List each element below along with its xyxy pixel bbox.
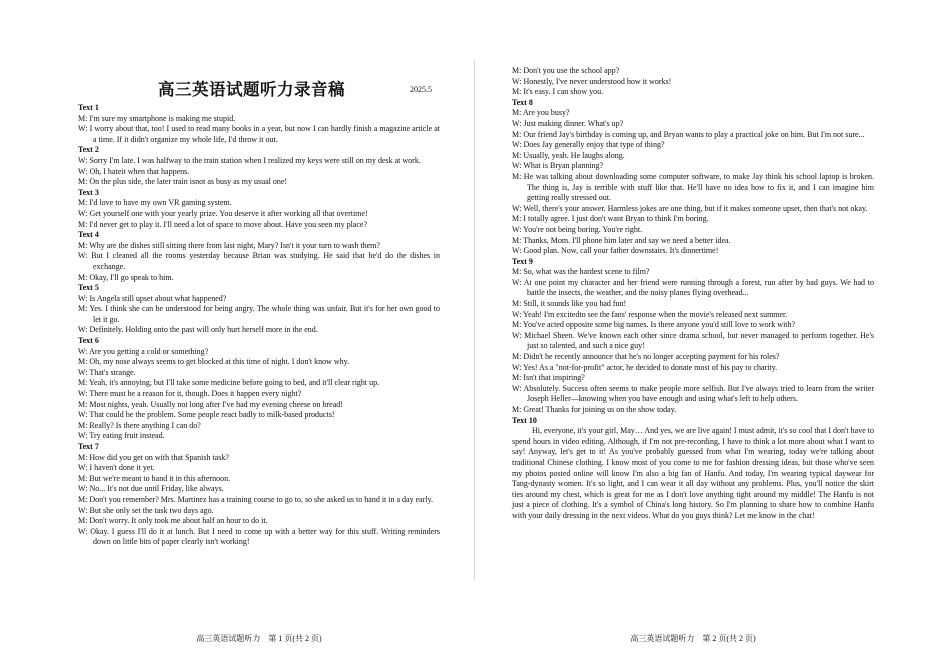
dialogue-line: M: I'd never get to play it. I'll need a lot of space to move about. Have you seen my place? [78, 219, 368, 229]
dialogue-line: M: Why are the dishes still sitting there from last night, Mary? Isn't it your turn to wash them? [78, 240, 380, 250]
dialogue-line: M: Don't you remember? Mrs. Martinez has a training course to go to, so she asked us to hand it in a day early. [78, 494, 434, 504]
page-2 [512, 0, 874, 663]
dialogue-line: M: Don't you use the school app? [512, 66, 620, 75]
dialogue-line: W: Yeah! I'm excitedto see the fans' response when the movie's released next summer. [512, 309, 788, 319]
dialogue-line: W: That's strange. [78, 367, 136, 377]
title-row [78, 76, 440, 100]
dialogue-line: W: But I cleaned all the rooms yesterday because Brian was studying. He said that he'd do the dishes in exchange. [78, 251, 440, 271]
text-heading: Text 1 [78, 103, 99, 112]
dialogue-line: W: Honestly, I've never understood how it works! [512, 76, 672, 86]
dialogue-line: W: Oh, I hateit when that happens. [78, 166, 190, 176]
footer-page-number: 第 2 页(共 2 页) [702, 634, 756, 643]
text-heading: Text 9 [512, 256, 533, 266]
text-heading: Text 5 [78, 283, 99, 293]
dialogue-line: M: Yeah, it's annoying, but I'll take some medicine before going to bed, and it'll clear right up. [78, 378, 380, 388]
dialogue-line: M: Yes. I think she can be understood for being angry. The whole thing was unfair. But it's for her own good to let it go. [78, 304, 440, 324]
dialogue-line: W: Definitely. Holding onto the past will only hurt herself more in the end. [78, 325, 318, 335]
dialogue-line: M: Are you busy? [512, 108, 570, 118]
dialogue-line: M: Usually, yeah. He laughs along. [512, 150, 625, 160]
dialogue-line: W: I haven't done it yet. [78, 463, 155, 473]
text-heading: Text 6 [78, 336, 99, 346]
page-2-footer [512, 633, 874, 644]
document-date: 2025.5 [410, 85, 432, 94]
dialogue-line: M: Really? Is there anything I can do? [78, 420, 201, 430]
dialogue-line: W: Get yourself one with your yearly prize. You deserve it after working all that overtime! [78, 208, 368, 218]
dialogue-line: W: But she only set the task two days ago. [78, 505, 214, 515]
dialogue-line: W: There must be a reason for it, though. Does it happen every night? [78, 389, 302, 399]
dialogue-line: W: Michael Sheen. We've known each other since drama school, but never managed to perform together. He's just so talented, and such a nice guy! [512, 330, 874, 351]
dialogue-line: M: Don't worry. It only took me about half an hour to do it. [78, 516, 268, 526]
dialogue-line: W: Well, there's your answer. Harmless jokes are one thing, but if it makes someone upset, then that's not okay. [512, 203, 868, 213]
monologue-paragraph: Hi, everyone, it's your girl, May… And yes, we are live again! I must admit, it's so cool that I don't have to spend hours in video editing. Although, if I'm not pre-recording, I have to think a lot more about what I want to say! Anyway, let's get to it! As you've probably guessed from what I'm wearing, today we're talking about traditional Chinese clothing. I know most of you come to me for fashion dressing ideas, but those who've seen my photos posted online will know I'm also a big fan of Hanfu. And today, I'm wearing typical daywear for Tang-dynasty women. It's so light, and I can wear it all day without any problems. Plus, you'll notice the skirt ties around my chest, which is great for me as I don't love anything tight around my middle! The Hanfu is not just a piece of clothing. It's a symbol of China's long history. So I'm planning to share how to combine Hanfu with your daily dressing in the next videos. What do you guys think? Let me know in the chat! [512, 426, 874, 520]
text-heading: Text 4 [78, 230, 99, 240]
dialogue-line: M: Didn't he recently announce that he's no longer accepting payment for his roles? [512, 352, 780, 362]
text-heading: Text 7 [78, 442, 99, 451]
dialogue-line: M: On the plus side, the later train isnot as busy as my usual one! [78, 177, 288, 187]
dialogue-line: M: I'd love to have my own VR gaming system. [78, 198, 232, 208]
page-1 [78, 0, 440, 663]
dialogue-line: W: Good plan. Now, call your father downstairs. It's dinnertime! [512, 246, 719, 256]
text-heading: Text 10 [512, 415, 537, 425]
dialogue-line: W: No... It's not due until Friday, like always. [78, 484, 224, 494]
dialogue-line: W: Are you getting a cold or something? [78, 346, 209, 356]
footer-title: 高三英语试题听力 [630, 634, 695, 643]
dialogue-line: M: You've acted opposite some big names. Is there anyone you'd still love to work with? [512, 320, 796, 330]
dialogue-line: W: Absolutely. Success often seems to make people more selfish. But I've always tried to learn from the writer Joseph Heller—knowing when you have enough and using what's left to help others. [512, 383, 874, 404]
footer-page-number: 第 1 页(共 2 页) [268, 634, 322, 643]
dialogue-line: M: Okay, I'll go speak to him. [78, 272, 174, 282]
dialogue-line: M: How did you get on with that Spanish task? [78, 452, 229, 462]
text-heading: Text 3 [78, 187, 99, 197]
dialogue-line: W: Does Jay generally enjoy that type of thing? [512, 140, 665, 150]
page-2-content [512, 66, 874, 522]
dialogue-line: W: Is Angela still upset about what happened? [78, 293, 227, 303]
page-1-content [78, 103, 440, 548]
dialogue-line: W: Okay. I guess I'll do it at lunch. But I need to come up with a better way for this stuff. Writing reminders down on little bits of paper clearly isn't working! [78, 526, 440, 547]
text-heading: Text 2 [78, 145, 99, 155]
dialogue-line: M: It's easy. I can show you. [512, 87, 604, 97]
dialogue-line: W: Yes! As a "not-for-profit" actor, he decided to donate most of his pay to charity. [512, 362, 778, 372]
dialogue-line: M: Our friend Jay's birthday is coming up, and Bryan wants to play a practical joke on him. But I'm not sure... [512, 129, 865, 139]
dialogue-line: M: But we're meant to hand it in this afternoon. [78, 473, 231, 483]
document-title: 高三英语试题听力录音稿 [158, 80, 345, 99]
dialogue-line: M: Isn't that inspiring? [512, 373, 585, 383]
page-divider [474, 60, 475, 580]
dialogue-line: M: He was talking about downloading some computer software, to make Jay think his school laptop is broken. The thing is, Jay is terrible with stuff like that. He'll have no idea how to fix it, and I can imagine him getting really stressed out. [512, 171, 874, 203]
dialogue-line: W: Try eating fruit instead. [78, 431, 165, 441]
dialogue-line: M: So, what was the hardest scene to film? [512, 267, 650, 277]
dialogue-line: W: Sorry I'm late. I was halfway to the train station when I realized my keys were still on my desk at work. [78, 155, 421, 165]
dialogue-line: M: Most nights, yeah. Usually not long after I've had my evening cheese on bread! [78, 399, 343, 409]
page-1-footer [78, 633, 440, 644]
dialogue-line: M: I'm sure my smartphone is making me stupid. [78, 113, 236, 123]
dialogue-line: W: What is Bryan planning? [512, 161, 604, 171]
dialogue-line: W: I worry about that, too! I used to read many books in a year, but now I can hardly finish a magazine article at a time. If it didn't organize my whole life, I'd throw it out. [78, 124, 440, 144]
text-heading: Text 8 [512, 97, 533, 107]
footer-title: 高三英语试题听力 [196, 634, 261, 643]
dialogue-line: W: You're not being boring. You're right. [512, 224, 643, 234]
dialogue-line: W: At one point my character and her friend were running through a forest, run after by bad guys. We had to battle the insects, the weather, and the noisy planes flying overhead... [512, 277, 874, 298]
dialogue-line: W: That could be the problem. Some people react badly to milk-based products! [78, 410, 335, 420]
dialogue-line: W: Just making dinner. What's up? [512, 118, 624, 128]
dialogue-line: M: Still, it sounds like you had fun! [512, 299, 627, 309]
dialogue-line: M: Great! Thanks for joining us on the show today. [512, 405, 677, 414]
dialogue-line: M: I totally agree. I just don't want Bryan to think I'm boring. [512, 214, 709, 224]
dialogue-line: M: Thanks, Mom. I'll phone him later and say we need a better idea. [512, 235, 731, 245]
dialogue-line: M: Oh, my nose always seems to get blocked at this time of night. I don't know why. [78, 357, 350, 367]
